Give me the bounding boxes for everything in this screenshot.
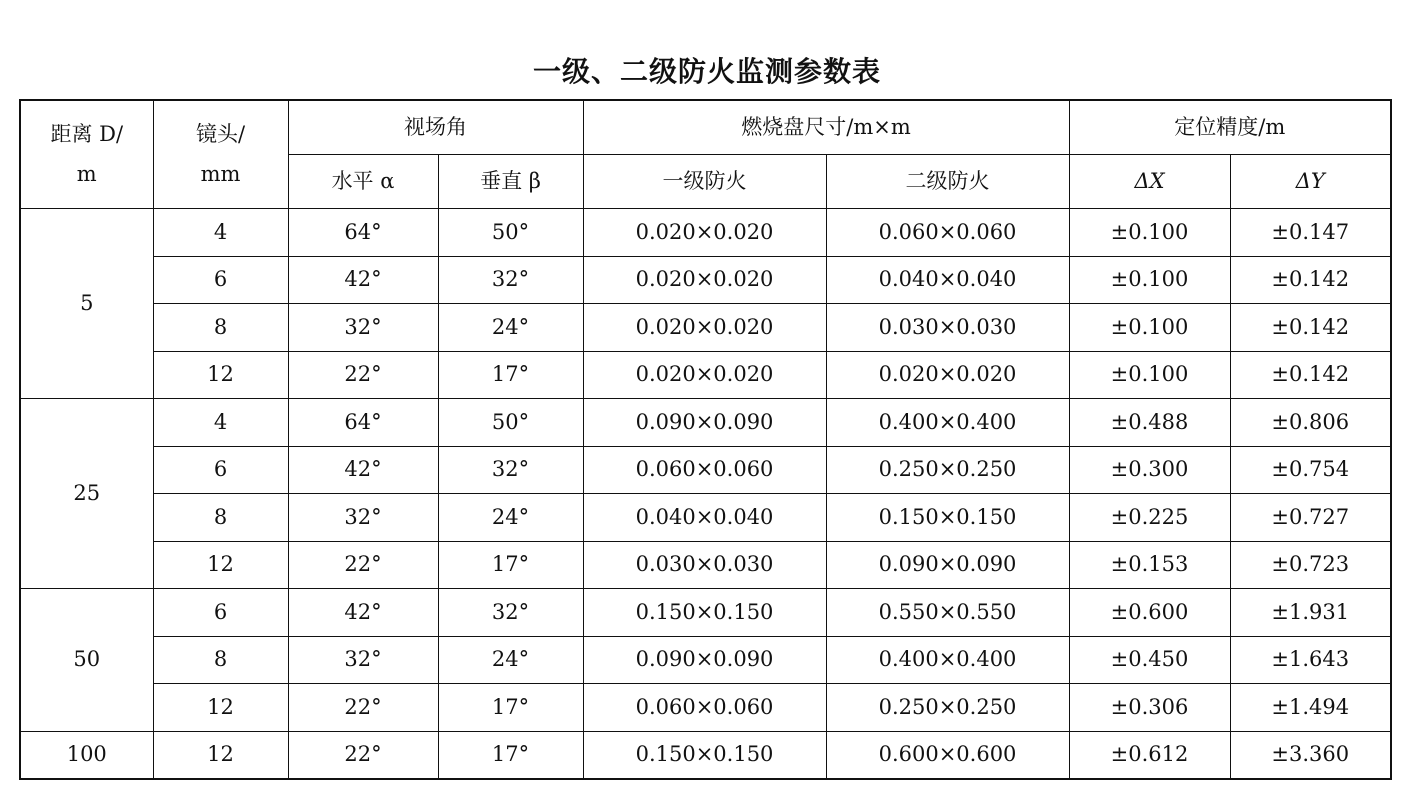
fov-horizontal-cell: 22° [288, 731, 438, 779]
lens-header-line1: 镜头/ [195, 122, 246, 146]
fov-vertical-cell: 50° [438, 399, 583, 447]
dy-cell: ±0.147 [1230, 209, 1391, 257]
distance-cell: 100 [20, 731, 153, 779]
level2-size-cell: 0.040×0.040 [826, 256, 1069, 304]
fov-horizontal-cell: 64° [288, 209, 438, 257]
level2-size-cell: 0.090×0.090 [826, 541, 1069, 589]
level2-header: 二级防火 [826, 155, 1069, 209]
fov-vertical-cell: 17° [438, 541, 583, 589]
dy-cell: ±0.142 [1230, 256, 1391, 304]
fov-horizontal-cell: 22° [288, 684, 438, 732]
level2-size-cell: 0.020×0.020 [826, 351, 1069, 399]
lens-cell: 12 [153, 351, 288, 399]
dy-cell: ±3.360 [1230, 731, 1391, 779]
level1-size-cell: 0.150×0.150 [583, 589, 826, 637]
level1-size-cell: 0.060×0.060 [583, 446, 826, 494]
dx-cell: ±0.600 [1069, 589, 1230, 637]
lens-header [153, 100, 288, 209]
fov-vertical-cell: 32° [438, 589, 583, 637]
fov-vertical-cell: 17° [438, 731, 583, 779]
table-row [20, 636, 1391, 684]
table-row [20, 446, 1391, 494]
fov-horizontal-cell: 42° [288, 256, 438, 304]
table-row [20, 731, 1391, 779]
lens-cell: 8 [153, 494, 288, 542]
fov-horizontal-cell: 32° [288, 494, 438, 542]
dy-cell: ±1.643 [1230, 636, 1391, 684]
table-row [20, 256, 1391, 304]
fov-vertical-cell: 32° [438, 446, 583, 494]
dx-cell: ±0.225 [1069, 494, 1230, 542]
dx-header: ΔX [1069, 155, 1230, 209]
level2-size-cell: 0.400×0.400 [826, 399, 1069, 447]
fov-horizontal-cell: 42° [288, 446, 438, 494]
fov-horizontal-cell: 64° [288, 399, 438, 447]
lens-cell: 4 [153, 399, 288, 447]
fov-header: 视场角 [288, 100, 583, 155]
dx-cell: ±0.100 [1069, 351, 1230, 399]
table-row [20, 304, 1391, 352]
level1-size-cell: 0.020×0.020 [583, 304, 826, 352]
distance-header-line2: m [76, 161, 97, 186]
fov-vertical-cell: 24° [438, 636, 583, 684]
level1-size-cell: 0.090×0.090 [583, 399, 826, 447]
dx-cell: ±0.612 [1069, 731, 1230, 779]
fov-vertical-cell: 24° [438, 494, 583, 542]
level1-size-cell: 0.090×0.090 [583, 636, 826, 684]
fov-vertical-cell: 24° [438, 304, 583, 352]
level1-size-cell: 0.020×0.020 [583, 256, 826, 304]
fov-vertical-cell: 17° [438, 684, 583, 732]
dx-cell: ±0.153 [1069, 541, 1230, 589]
level1-size-cell: 0.020×0.020 [583, 209, 826, 257]
level1-size-cell: 0.030×0.030 [583, 541, 826, 589]
dy-cell: ±0.806 [1230, 399, 1391, 447]
dy-cell: ±0.142 [1230, 351, 1391, 399]
fov-horizontal-cell: 42° [288, 589, 438, 637]
dy-cell: ±0.142 [1230, 304, 1391, 352]
level2-size-cell: 0.250×0.250 [826, 446, 1069, 494]
accuracy-header: 定位精度/m [1069, 100, 1391, 155]
fov-horizontal-header: 水平 α [288, 155, 438, 209]
level1-header: 一级防火 [583, 155, 826, 209]
distance-cell: 50 [20, 589, 153, 732]
lens-cell: 4 [153, 209, 288, 257]
level1-size-cell: 0.040×0.040 [583, 494, 826, 542]
level1-size-cell: 0.020×0.020 [583, 351, 826, 399]
lens-cell: 8 [153, 304, 288, 352]
dy-cell: ±0.754 [1230, 446, 1391, 494]
table-row [20, 684, 1391, 732]
dx-cell: ±0.488 [1069, 399, 1230, 447]
fov-horizontal-cell: 22° [288, 351, 438, 399]
fov-vertical-header: 垂直 β [438, 155, 583, 209]
level2-size-cell: 0.060×0.060 [826, 209, 1069, 257]
level2-size-cell: 0.030×0.030 [826, 304, 1069, 352]
dx-cell: ±0.300 [1069, 446, 1230, 494]
lens-header-line2: mm [200, 161, 241, 186]
lens-cell: 6 [153, 589, 288, 637]
header-row-1 [20, 100, 1391, 155]
table-row [20, 589, 1391, 637]
pan-size-header: 燃烧盘尺寸/m×m [583, 100, 1069, 155]
fov-vertical-cell: 17° [438, 351, 583, 399]
level1-size-cell: 0.060×0.060 [583, 684, 826, 732]
table-row [20, 351, 1391, 399]
table-row [20, 541, 1391, 589]
fov-horizontal-cell: 22° [288, 541, 438, 589]
level2-size-cell: 0.550×0.550 [826, 589, 1069, 637]
fov-vertical-cell: 50° [438, 209, 583, 257]
fov-vertical-cell: 32° [438, 256, 583, 304]
lens-cell: 12 [153, 731, 288, 779]
distance-cell: 25 [20, 399, 153, 589]
lens-cell: 12 [153, 684, 288, 732]
lens-cell: 12 [153, 541, 288, 589]
level1-size-cell: 0.150×0.150 [583, 731, 826, 779]
lens-cell: 6 [153, 256, 288, 304]
dx-cell: ±0.100 [1069, 256, 1230, 304]
fov-horizontal-cell: 32° [288, 304, 438, 352]
level2-size-cell: 0.250×0.250 [826, 684, 1069, 732]
dx-cell: ±0.450 [1069, 636, 1230, 684]
distance-header [20, 100, 153, 209]
lens-cell: 8 [153, 636, 288, 684]
parameter-table [19, 99, 1392, 780]
dy-cell: ±0.727 [1230, 494, 1391, 542]
table-row [20, 209, 1391, 257]
dx-cell: ±0.100 [1069, 304, 1230, 352]
table-row [20, 494, 1391, 542]
table-row [20, 399, 1391, 447]
fov-horizontal-cell: 32° [288, 636, 438, 684]
distance-cell: 5 [20, 209, 153, 399]
level2-size-cell: 0.600×0.600 [826, 731, 1069, 779]
dy-cell: ±1.494 [1230, 684, 1391, 732]
dx-cell: ±0.306 [1069, 684, 1230, 732]
level2-size-cell: 0.400×0.400 [826, 636, 1069, 684]
level2-size-cell: 0.150×0.150 [826, 494, 1069, 542]
dx-cell: ±0.100 [1069, 209, 1230, 257]
dy-cell: ±0.723 [1230, 541, 1391, 589]
lens-cell: 6 [153, 446, 288, 494]
table-title: 一级、二级防火监测参数表 [532, 55, 881, 88]
dy-header: ΔY [1230, 155, 1391, 209]
dy-cell: ±1.931 [1230, 589, 1391, 637]
distance-header-line1: 距离 D/ [50, 122, 124, 146]
